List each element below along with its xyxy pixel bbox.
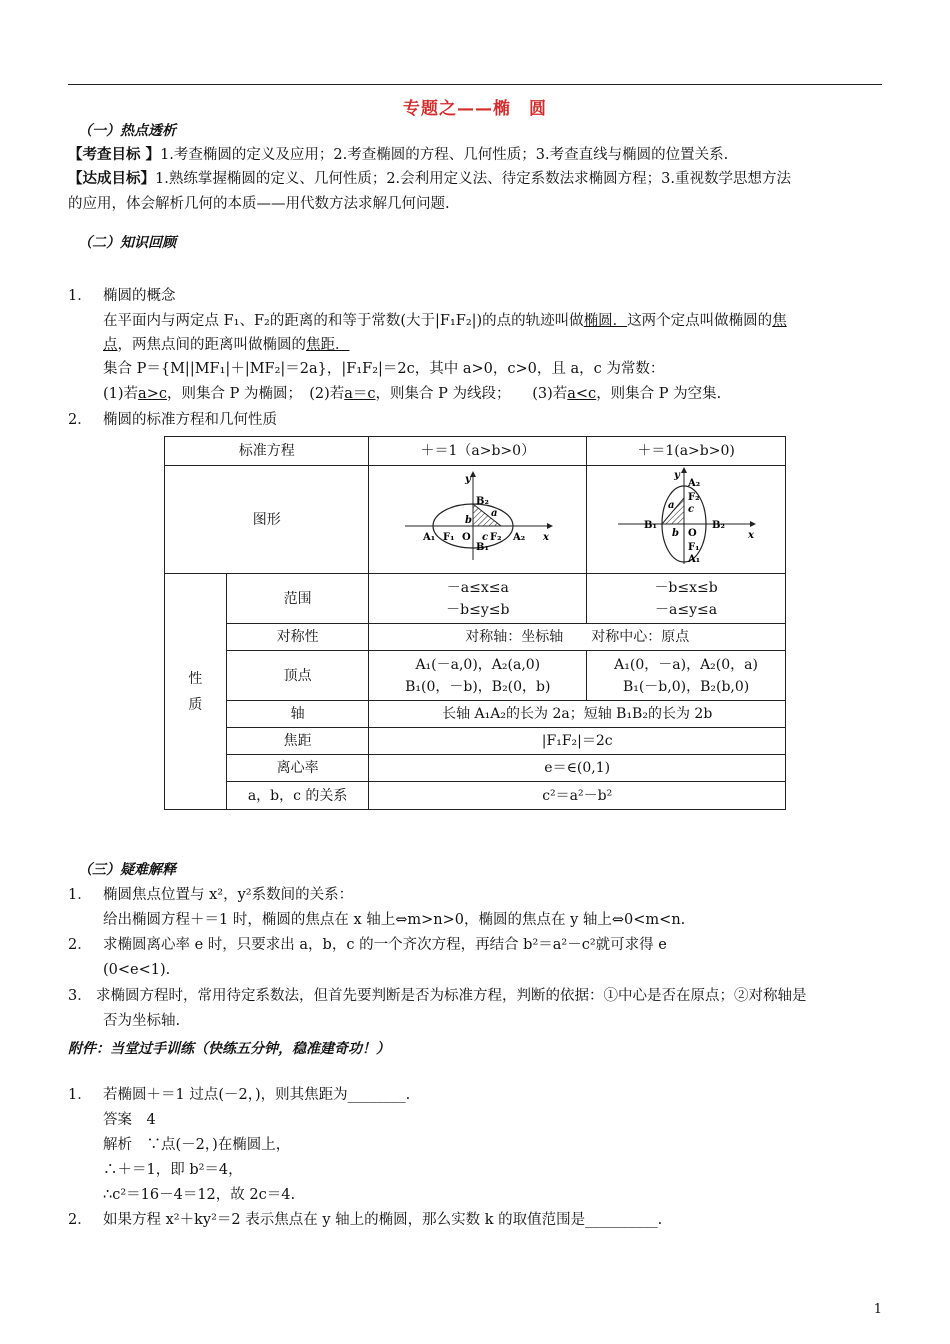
case3-prefix: ，则集合 P 为线段； (3)若 — [375, 386, 568, 402]
case2-prefix: ，则集合 P 为椭圆； (2)若 — [166, 386, 345, 402]
header-rule — [68, 84, 882, 85]
axis-label: 轴 — [226, 701, 369, 728]
label-O: O — [461, 532, 471, 543]
s3-item2-line-2: (0<e<1). — [103, 962, 171, 978]
q1-answer: 答案 4 — [103, 1112, 156, 1128]
item1-text-b: 这两个定点叫做椭圆的 — [627, 313, 773, 329]
label-A1: A₁ — [688, 554, 701, 565]
figure-label: 图形 — [165, 466, 369, 574]
range-v-x: －b≤x≤b — [654, 579, 718, 596]
label-y: y — [464, 474, 471, 485]
properties-label-cell — [165, 574, 227, 810]
q1-analysis: 解析 ∵点(－2，)在椭圆上， — [103, 1137, 291, 1153]
ellipse-properties-table — [164, 436, 786, 810]
goal-line — [68, 145, 728, 165]
q1-step-2: ∴c²＝16－4＝12，故 2c＝4. — [103, 1187, 296, 1203]
vertical-ellipse-figure — [616, 466, 756, 566]
x-axis-arrow-icon — [750, 521, 756, 527]
range-v-y: －a≤y≤a — [655, 601, 718, 618]
item1-number: 1． — [68, 288, 92, 304]
term-focus-b: 点 — [103, 337, 118, 353]
q1-text: 若椭圆＋＝1 过点(－2，)，则其焦距为________. — [103, 1087, 411, 1103]
relation-value: c²＝a²－b² — [369, 782, 786, 810]
label-c: c — [688, 504, 695, 515]
label-F2: F₂ — [489, 532, 502, 543]
label-F1: F₁ — [442, 532, 455, 543]
label-x: x — [748, 530, 755, 541]
table-row-vertices — [165, 651, 786, 701]
figure-vertical-cell — [587, 466, 786, 574]
label-x: x — [542, 532, 549, 543]
item1-line-1 — [103, 311, 787, 331]
label-A2: A₂ — [512, 532, 525, 543]
label-B1: B₁ — [475, 542, 489, 553]
label-c: c — [481, 532, 488, 543]
label-B2: B₂ — [712, 520, 725, 531]
table-row-axis — [165, 701, 786, 728]
item2-title: 椭圆的标准方程和几何性质 — [103, 412, 277, 428]
header-label: 标准方程 — [165, 437, 369, 466]
label-y: y — [674, 470, 680, 481]
s3-item3-text: 求椭圆方程时，常用待定系数法，但首先要判断是否为标准方程，判断的依据：①中心是否在原点；②对称轴是 — [96, 988, 807, 1004]
y-axis-arrow-icon — [470, 471, 476, 477]
item1-line-3: 集合 P＝{M||MF₁|＋|MF₂|＝2a}，|F₁F₂|＝2c，其中 a>0，c>0，且 a，c 为常数： — [103, 361, 665, 377]
section2-heading: （二）知识回顾 — [78, 235, 176, 251]
target-label: 【达成目标】 — [68, 170, 155, 187]
item1-text-c: ，两焦点间的距离叫做椭圆的 — [117, 337, 306, 353]
range-horizontal — [369, 574, 587, 624]
s3-item3-line-2: 否为坐标轴. — [103, 1013, 181, 1029]
vertices-v-a: A₁(0，－a)，A₂(0，a) — [614, 656, 758, 673]
vertices-label: 顶点 — [226, 651, 369, 701]
section1-heading: （一）热点透析 — [78, 123, 176, 139]
q2-text: 如果方程 x²＋ky²＝2 表示焦点在 y 轴上的椭圆，那么实数 k 的取值范围是__________. — [103, 1212, 663, 1228]
relation-label: a，b，c 的关系 — [226, 782, 369, 810]
target-line-1 — [68, 169, 791, 189]
label-B1: B₁ — [644, 520, 657, 531]
item1-title: 椭圆的概念 — [103, 288, 176, 304]
focal-value: |F₁F₂|＝2c — [369, 728, 786, 755]
table-row-focal — [165, 728, 786, 755]
s3-item1-line-2: 给出椭圆方程＋＝1 时，椭圆的焦点在 x 轴上⇔m>n>0，椭圆的焦点在 y 轴上⇔0<m<n. — [103, 912, 686, 928]
focal-label: 焦距 — [226, 728, 369, 755]
table-row-figure — [165, 466, 786, 574]
page-title: 专题之——椭 圆 — [403, 99, 547, 119]
item1-line-2 — [103, 335, 350, 355]
item1-text-a: 在平面内与两定点 F₁、F₂的距离的和等于常数(大于|F₁F₂|)的点的轨迹叫做 — [103, 313, 584, 329]
table-row-header — [165, 437, 786, 466]
range-label: 范围 — [226, 574, 369, 624]
target-text-1: 1.熟练掌握椭圆的定义、几何性质；2.会利用定义法、待定系数法求椭圆方程；3.重视数学思想方法 — [155, 171, 791, 187]
target-line-2: 的应用，体会解析几何的本质——用代数方法求解几何问题. — [68, 196, 450, 212]
q2-number: 2． — [68, 1212, 92, 1228]
page-number: 1 — [873, 1302, 882, 1317]
item1-line-4 — [103, 384, 721, 404]
s3-item3-number: 3． — [68, 988, 92, 1004]
label-B2: B₂ — [475, 496, 489, 507]
table-row-range — [165, 574, 786, 624]
y-axis-arrow-icon — [681, 467, 687, 473]
table-row-symmetry — [165, 624, 786, 651]
eccentricity-value: e＝∈(0,1) — [369, 755, 786, 782]
figure-horizontal-cell — [369, 466, 587, 574]
goal-label: 【考查目标 】 — [68, 146, 161, 163]
range-h-x: －a≤x≤a — [446, 579, 509, 596]
case2-condition: a＝c — [344, 386, 376, 402]
vertices-horizontal — [369, 651, 587, 701]
case3-suffix: ，则集合 P 为空集. — [596, 386, 722, 402]
case3-condition: a<c — [567, 386, 597, 402]
item2-number: 2． — [68, 412, 92, 428]
label-b: b — [672, 528, 680, 539]
term-ellipse: 椭圆． — [583, 313, 628, 329]
label-F2: F₂ — [688, 492, 700, 503]
s3-item2-number: 2． — [68, 937, 92, 953]
vertices-h-a: A₁(－a,0)，A₂(a,0) — [415, 656, 541, 673]
eccentricity-label: 离心率 — [226, 755, 369, 782]
term-focus-a: 焦 — [772, 313, 787, 329]
case1-condition: a>c — [138, 386, 167, 402]
symmetry-value: 对称轴：坐标轴 对称中心：原点 — [369, 624, 786, 651]
label-A1: A₁ — [422, 532, 435, 543]
s3-item2-text: 求椭圆离心率 e 时，只要求出 a，b，c 的一个齐次方程，再结合 b²＝a²－c²就可求得 e — [103, 937, 667, 953]
s3-item1-text: 椭圆焦点位置与 x²，y²系数间的关系： — [103, 887, 354, 903]
q1-step-1: ∴＋＝1，即 b²＝4， — [103, 1162, 243, 1178]
section3-heading: （三）疑难解释 — [78, 862, 176, 878]
label-b: b — [464, 515, 472, 526]
x-axis-arrow-icon — [547, 523, 553, 529]
goal-text: 1.考查椭圆的定义及应用；2.考查椭圆的方程、几何性质；3.考查直线与椭圆的位置关系. — [160, 147, 729, 163]
horizontal-ellipse-figure — [403, 470, 553, 562]
properties-label: 性质 — [188, 670, 203, 713]
q1-number: 1． — [68, 1087, 92, 1103]
vertices-vertical — [587, 651, 786, 701]
label-O: O — [688, 528, 697, 539]
label-a: a — [490, 508, 498, 519]
vertices-v-b: B₁(－b,0)，B₂(b,0) — [622, 678, 750, 695]
term-focal-distance: 焦距． — [306, 337, 350, 353]
case1-prefix: (1)若 — [103, 386, 139, 402]
axis-value: 长轴 A₁A₂的长为 2a；短轴 B₁B₂的长为 2b — [369, 701, 786, 728]
symmetry-label: 对称性 — [226, 624, 369, 651]
range-h-y: －b≤y≤b — [446, 601, 510, 618]
label-A2: A₂ — [688, 478, 701, 489]
table-row-relation — [165, 782, 786, 810]
appendix-heading: 附件：当堂过手训练（快练五分钟，稳准建奇功！） — [68, 1041, 390, 1057]
table-row-eccentricity — [165, 755, 786, 782]
s3-item1-number: 1． — [68, 887, 92, 903]
label-F1: F₁ — [688, 542, 700, 553]
vertices-h-b: B₁(0，－b)，B₂(0，b) — [405, 678, 551, 695]
range-vertical — [587, 574, 786, 624]
header-col-1: ＋＝1（a>b>0） — [369, 437, 587, 466]
label-a: a — [668, 500, 675, 511]
header-col-2: ＋＝1(a>b>0) — [587, 437, 786, 466]
